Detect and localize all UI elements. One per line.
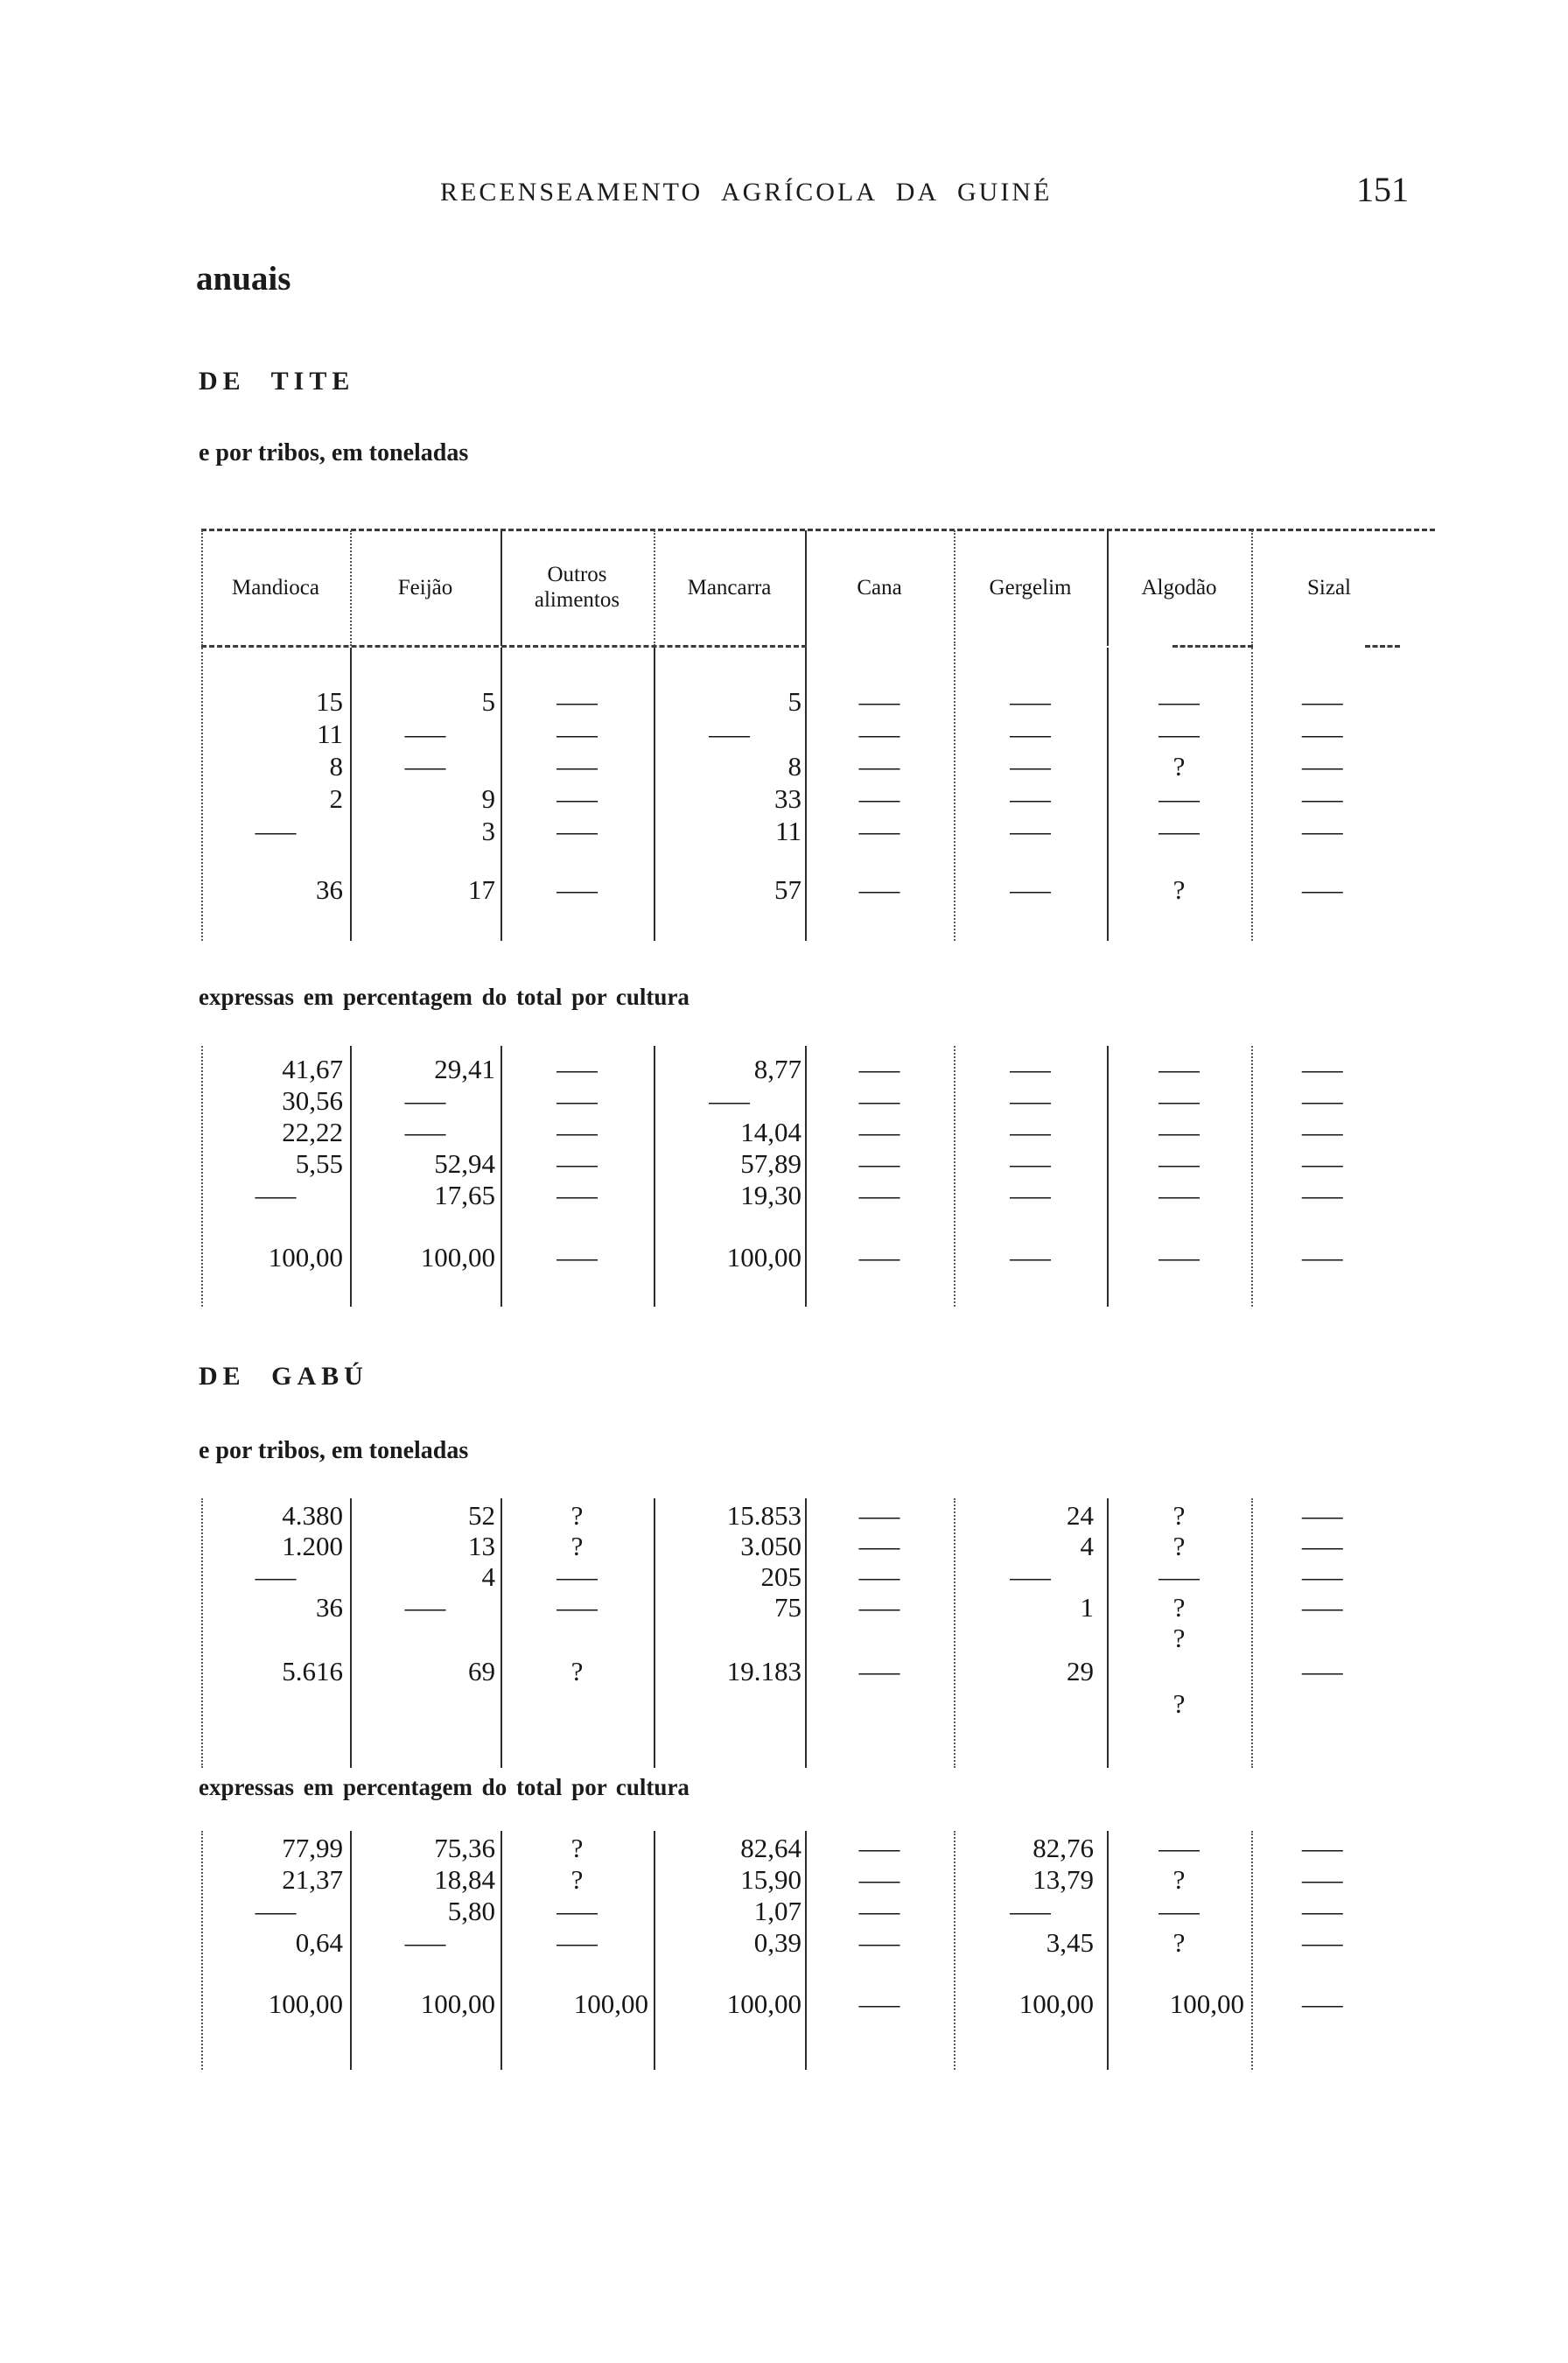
- column-header: Gergelim: [989, 575, 1072, 600]
- table-cell: —: [404, 1927, 446, 1958]
- table-cell: —: [1302, 1864, 1343, 1895]
- table-cell: 14,04: [740, 1117, 802, 1147]
- column-headers: [201, 530, 1426, 646]
- table-cell: 5.616: [282, 1656, 343, 1686]
- table-cell: 36: [316, 874, 343, 905]
- table-cell: —: [556, 815, 598, 846]
- table-cell: ?: [1172, 1622, 1186, 1653]
- table-cell: —: [1302, 1117, 1343, 1147]
- table-cell: —: [709, 718, 750, 749]
- table-cell: 77,99: [282, 1833, 343, 1863]
- table-cell: 13: [468, 1530, 495, 1561]
- column-header: Feijão: [397, 575, 453, 600]
- gabu-tons-totals-row: [201, 1656, 1426, 1687]
- table-cell: 29,41: [434, 1054, 495, 1084]
- table-cell: —: [556, 874, 598, 905]
- gabu-pct-rows: [201, 1833, 1426, 1959]
- table-cell: 21,37: [282, 1864, 343, 1895]
- table-cell: —: [1302, 685, 1343, 717]
- table-cell: —: [404, 1591, 446, 1623]
- column-header: Outros alimentos: [534, 563, 620, 612]
- table-cell: —: [255, 1180, 297, 1210]
- table-cell: —: [858, 1896, 900, 1926]
- intro-word: anuais: [196, 260, 291, 298]
- table-cell: 100,00: [573, 1988, 648, 2019]
- table-cell: 15.853: [726, 1499, 802, 1531]
- table-cell: ?: [570, 1864, 584, 1895]
- table-cell: —: [1302, 1085, 1343, 1116]
- gabu-tons-table: [201, 1498, 1426, 1768]
- table-cell: 57: [774, 874, 802, 905]
- table-cell: ?: [570, 1656, 584, 1686]
- table-cell: ?: [1172, 1499, 1186, 1531]
- table-cell: 9: [481, 782, 495, 814]
- table-cell: 4: [481, 1560, 495, 1592]
- table-cell: —: [858, 782, 900, 814]
- table-cell: —: [1010, 782, 1051, 814]
- table-cell: [954, 1623, 1107, 1653]
- running-head: RECENSEAMENTO AGRÍCOLA DA GUINÉ: [440, 178, 1053, 207]
- table-cell: 22,22: [282, 1117, 343, 1147]
- table-cell: —: [858, 1927, 900, 1958]
- table-cell: —: [1302, 815, 1343, 846]
- table-cell: [500, 1623, 654, 1653]
- table-cell: —: [255, 1560, 297, 1592]
- table-cell: [954, 1687, 1107, 1721]
- table-cell: —: [556, 750, 598, 782]
- table-cell: —: [1302, 1988, 1343, 2019]
- table-cell: ?: [1172, 1530, 1186, 1561]
- table-cell: —: [1158, 782, 1200, 814]
- table-cell: [805, 1623, 954, 1653]
- table-cell: 100,00: [726, 1988, 802, 2019]
- table-cell: —: [1302, 1530, 1343, 1561]
- table-cell: —: [858, 815, 900, 846]
- table-cell: —: [404, 750, 446, 782]
- table-cell: [1251, 1623, 1426, 1653]
- table-cell: 15,90: [740, 1864, 802, 1895]
- table-cell: —: [858, 1560, 900, 1592]
- table-cell: ?: [1172, 874, 1186, 905]
- table-cell: 69: [468, 1656, 495, 1686]
- table-cell: —: [1302, 1833, 1343, 1863]
- column-header: Mandioca: [232, 575, 319, 600]
- table-cell: 5,55: [295, 1148, 343, 1179]
- table-cell: —: [858, 1864, 900, 1895]
- table-cell: [500, 1687, 654, 1721]
- tons-subheading-gabu: e por tribos, em toneladas: [199, 1437, 469, 1464]
- table-cell: [654, 1623, 805, 1653]
- table-cell: ?: [570, 1530, 584, 1561]
- column-header: Sizal: [1307, 575, 1351, 600]
- table-cell: —: [404, 1085, 446, 1116]
- tite-tons-table: [201, 648, 1426, 941]
- table-cell: —: [556, 1117, 598, 1147]
- table-cell: 18,84: [434, 1864, 495, 1895]
- table-cell: 2: [329, 782, 343, 814]
- table-cell: ?: [1172, 1688, 1186, 1719]
- table-cell: —: [1302, 1499, 1343, 1531]
- table-cell: 100,00: [420, 1988, 495, 2019]
- table-cell: —: [1302, 1656, 1343, 1686]
- spacer: [201, 847, 1426, 873]
- table-cell: 36: [316, 1591, 343, 1623]
- tite-pct-totals-row: [201, 1242, 1426, 1273]
- table-cell: [1251, 1687, 1426, 1721]
- table-cell: 5: [788, 685, 802, 717]
- table-cell: —: [858, 1591, 900, 1623]
- table-cell: 19,30: [740, 1180, 802, 1210]
- table-cell: —: [1010, 1117, 1051, 1147]
- column-header: Cana: [857, 575, 902, 600]
- table-cell: —: [1158, 1180, 1200, 1210]
- table-cell: —: [1302, 750, 1343, 782]
- table-cell: —: [858, 1242, 900, 1273]
- table-cell: [805, 1687, 954, 1721]
- table-cell: —: [1302, 1591, 1343, 1623]
- table-cell: —: [1010, 1148, 1051, 1179]
- table-cell: [201, 1623, 350, 1653]
- table-cell: —: [1158, 1833, 1200, 1863]
- table-cell: ?: [1172, 1591, 1186, 1623]
- table-cell: —: [1010, 1085, 1051, 1116]
- table-cell: —: [858, 750, 900, 782]
- table-cell: —: [858, 1499, 900, 1531]
- table-cell: —: [556, 782, 598, 814]
- table-cell: 4: [1080, 1530, 1094, 1561]
- table-cell: —: [1010, 1054, 1051, 1084]
- table-cell: 15: [316, 685, 343, 717]
- gabu-pct-totals-row: [201, 1988, 1426, 2020]
- table-cell: 100,00: [420, 1242, 495, 1273]
- table-cell: —: [1158, 718, 1200, 749]
- table-cell: 5,80: [447, 1896, 495, 1926]
- table-cell: 4.380: [282, 1499, 343, 1531]
- table-cell: —: [1010, 1896, 1051, 1926]
- tite-pct-table: [201, 1046, 1426, 1307]
- table-cell: 75: [774, 1591, 802, 1623]
- table-cell: —: [1302, 1054, 1343, 1084]
- table-cell: ?: [570, 1499, 584, 1531]
- table-cell: —: [1302, 1242, 1343, 1273]
- table-cell: 17,65: [434, 1180, 495, 1210]
- table-cell: 0,64: [295, 1927, 343, 1958]
- table-cell: —: [858, 1656, 900, 1686]
- table-cell: —: [1158, 1148, 1200, 1179]
- table-cell: —: [858, 685, 900, 717]
- table-cell: 8,77: [753, 1054, 802, 1084]
- table-cell: ?: [1172, 750, 1186, 782]
- table-cell: —: [858, 1180, 900, 1210]
- table-cell: —: [556, 1927, 598, 1958]
- table-cell: —: [1158, 1117, 1200, 1147]
- tons-subheading-tite: e por tribos, em toneladas: [199, 439, 469, 466]
- table-cell: —: [709, 1085, 750, 1116]
- table-cell: 11: [317, 718, 343, 749]
- table-cell: [654, 1687, 805, 1721]
- table-cell: ?: [1172, 1864, 1186, 1895]
- table-cell: —: [858, 718, 900, 749]
- table-cell: —: [255, 1896, 297, 1926]
- table-cell: 17: [468, 874, 495, 905]
- table-cell: 8: [329, 750, 343, 782]
- table-cell: 82,64: [740, 1833, 802, 1863]
- table-cell: —: [556, 1180, 598, 1210]
- table-cell: —: [1010, 750, 1051, 782]
- table-cell: —: [858, 1988, 900, 2019]
- table-cell: 41,67: [282, 1054, 343, 1084]
- table-cell: 205: [760, 1560, 802, 1592]
- table-cell: —: [1158, 1896, 1200, 1926]
- column-header: Algodão: [1141, 575, 1217, 600]
- table-cell: —: [1010, 874, 1051, 905]
- table-cell: —: [404, 718, 446, 749]
- table-cell: —: [255, 815, 297, 846]
- table-cell: —: [1010, 718, 1051, 749]
- table-cell: —: [556, 1148, 598, 1179]
- table-cell: —: [1302, 1560, 1343, 1592]
- table-cell: —: [1158, 1242, 1200, 1273]
- table-cell: 75,36: [434, 1833, 495, 1863]
- table-cell: —: [858, 1117, 900, 1147]
- table-cell: 52: [468, 1499, 495, 1531]
- table-cell: —: [404, 1117, 446, 1147]
- page-number: 151: [1356, 170, 1409, 209]
- table-cell: —: [1158, 1085, 1200, 1116]
- table-cell: —: [1302, 1927, 1343, 1958]
- table-cell: —: [1010, 685, 1051, 717]
- table-cell: 3.050: [740, 1530, 802, 1561]
- section-heading-tite: DE TITE: [199, 367, 355, 396]
- table-cell: 0,39: [753, 1927, 802, 1958]
- table-cell: 82,76: [1032, 1833, 1094, 1863]
- table-cell: —: [1158, 815, 1200, 846]
- table-cell: —: [556, 1054, 598, 1084]
- table-cell: 1,07: [753, 1896, 802, 1926]
- gabu-tons-rows: [201, 1500, 1426, 1653]
- table-cell: 13,79: [1032, 1864, 1094, 1895]
- table-cell: —: [556, 718, 598, 749]
- table-cell: 30,56: [282, 1085, 343, 1116]
- table-cell: 11: [775, 815, 802, 846]
- table-cell: —: [858, 874, 900, 905]
- table-cell: 100,00: [268, 1242, 343, 1273]
- table-cell: 100,00: [1018, 1988, 1094, 2019]
- table-cell: 19.183: [726, 1656, 802, 1686]
- table-cell: —: [858, 1148, 900, 1179]
- table-cell: [201, 1687, 350, 1721]
- table-cell: —: [1302, 1896, 1343, 1926]
- table-cell: 8: [788, 750, 802, 782]
- table-cell: 1: [1080, 1591, 1094, 1623]
- column-header: Mancarra: [687, 575, 772, 600]
- table-cell: 100,00: [268, 1988, 343, 2019]
- table-header-row: [201, 530, 1426, 646]
- table-cell: —: [1158, 685, 1200, 717]
- table-cell: [350, 1623, 500, 1653]
- table-cell: ?: [570, 1833, 584, 1863]
- table-cell: 3: [481, 815, 495, 846]
- section-heading-gabu: DE GABÚ: [199, 1362, 368, 1391]
- table-cell: —: [556, 1242, 598, 1273]
- table-cell: —: [556, 1896, 598, 1926]
- table-cell: —: [1302, 718, 1343, 749]
- table-cell: —: [858, 1085, 900, 1116]
- table-cell: —: [858, 1054, 900, 1084]
- table-cell: —: [858, 1530, 900, 1561]
- gabu-tons-below-total-row: [201, 1687, 1426, 1721]
- table-cell: 3,45: [1046, 1927, 1094, 1958]
- table-cell: —: [556, 685, 598, 717]
- gabu-pct-table: [201, 1831, 1426, 2070]
- table-cell: —: [1302, 1148, 1343, 1179]
- table-cell: 24: [1067, 1499, 1094, 1531]
- table-cell: 57,89: [740, 1148, 802, 1179]
- table-cell: —: [1010, 1560, 1051, 1592]
- table-cell: 52,94: [434, 1148, 495, 1179]
- table-cell: —: [1158, 1560, 1200, 1592]
- table-cell: 29: [1067, 1656, 1094, 1686]
- spacer: [201, 1959, 1426, 1988]
- table-cell: —: [1158, 1054, 1200, 1084]
- pct-heading-tite: expressas em percentagem do total por cultura: [199, 984, 690, 1010]
- table-cell: —: [556, 1591, 598, 1623]
- table-cell: 100,00: [726, 1242, 802, 1273]
- pct-heading-gabu: expressas em percentagem do total por cultura: [199, 1774, 690, 1800]
- table-cell: —: [858, 1833, 900, 1863]
- table-cell: —: [1302, 1180, 1343, 1210]
- table-cell: —: [556, 1085, 598, 1116]
- table-cell: —: [1302, 782, 1343, 814]
- spacer: [201, 1211, 1426, 1242]
- table-cell: ?: [1172, 1927, 1186, 1958]
- table-cell: [350, 1687, 500, 1721]
- table-cell: 100,00: [1169, 1988, 1244, 2019]
- table-cell: 33: [774, 782, 802, 814]
- table-cell: 5: [481, 685, 495, 717]
- table-cell: 1.200: [282, 1530, 343, 1561]
- table-cell: —: [1302, 874, 1343, 905]
- tite-pct-rows: [201, 1054, 1426, 1211]
- table-cell: —: [556, 1560, 598, 1592]
- table-cell: —: [1010, 1242, 1051, 1273]
- table-cell: —: [1010, 815, 1051, 846]
- table-cell: —: [1010, 1180, 1051, 1210]
- tite-tons-rows: [201, 685, 1426, 847]
- tite-tons-totals-row: [201, 873, 1426, 907]
